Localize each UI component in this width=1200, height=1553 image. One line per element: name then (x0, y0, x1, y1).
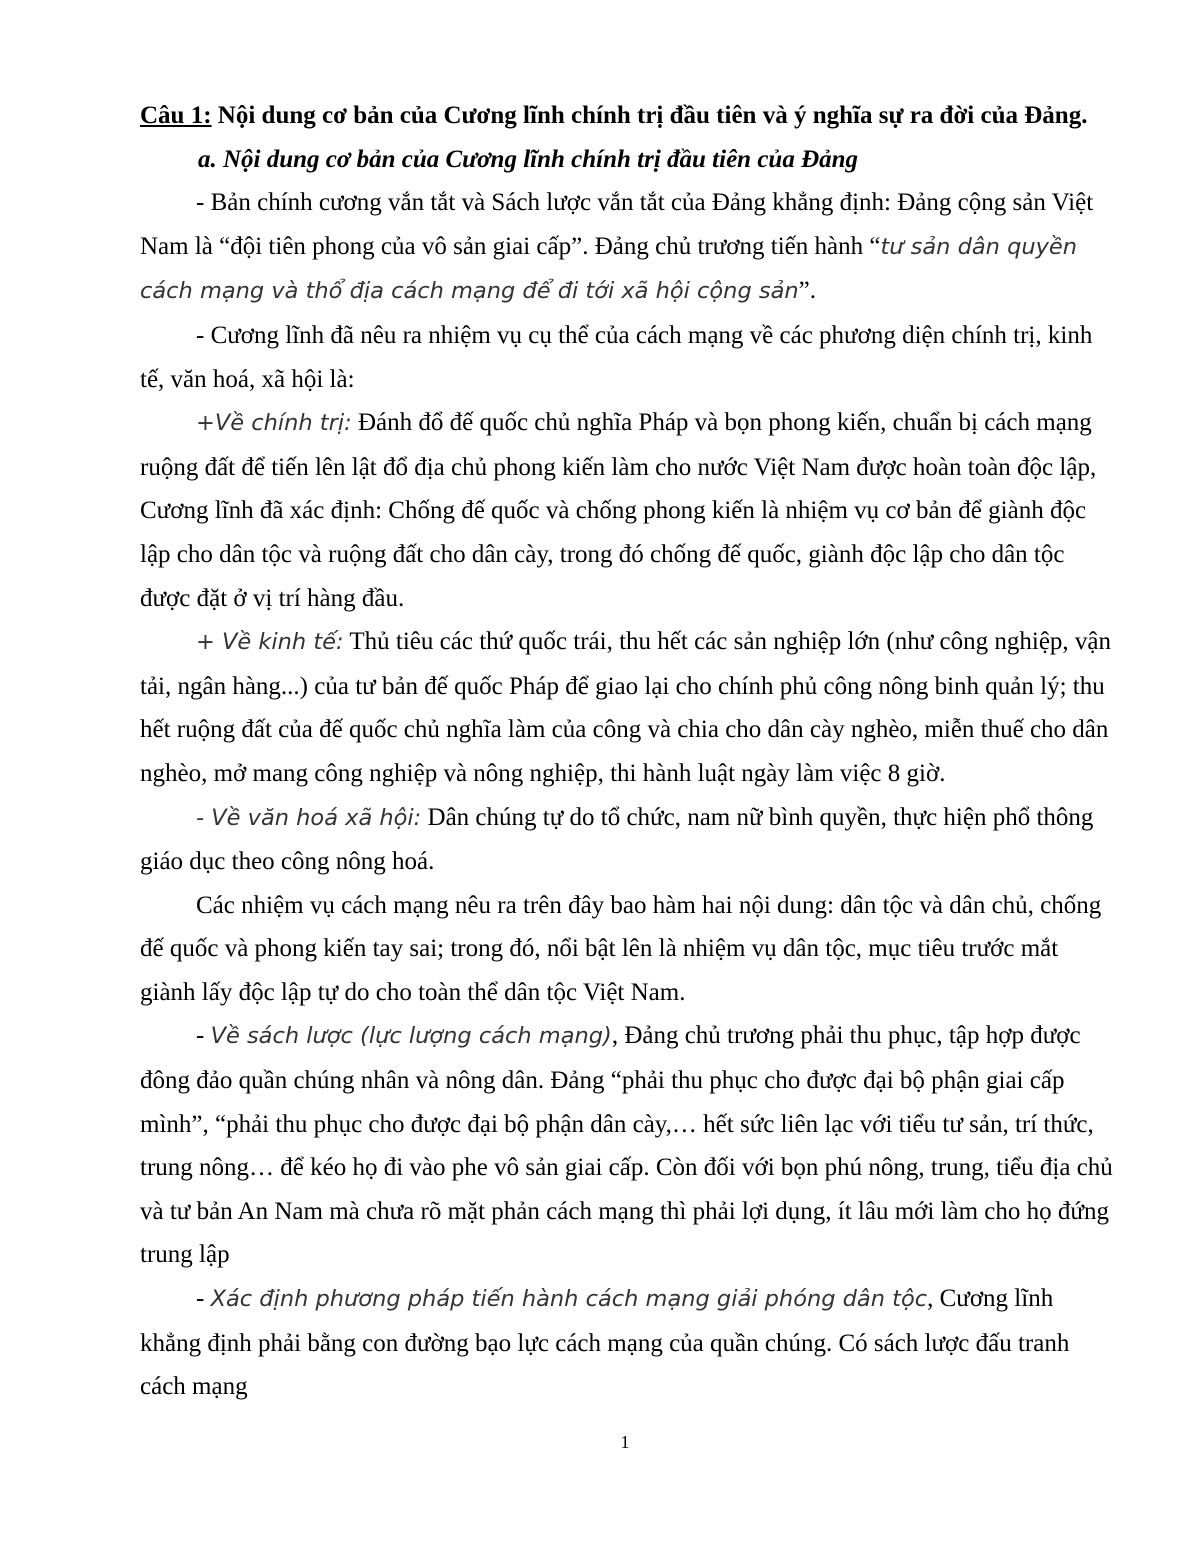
paragraph-party-definition (140, 181, 1115, 314)
paragraph-strategy (140, 1014, 1115, 1277)
paragraph-text: Đánh đổ đế quốc chủ nghĩa Pháp và bọn phong kiến, chuẩn bị cách mạng ruộng đất để tiến lên lật đổ địa chủ phong kiến làm cho nước Việt Nam được hoàn toàn độc lập, Cương lĩnh đã xác định: Chống đế quốc và chống phong kiến là nhiệm vụ cơ bản để giành độc lập cho dân tộc và ruộng đất cho dân cày, trong đó chống đế quốc, giành độc lập cho dân tộc được đặt ở vị trí hàng đầu. (140, 409, 1097, 612)
paragraph-text-end: ”. (798, 277, 817, 305)
dash: - (196, 1022, 211, 1050)
method-label: Xác định phương pháp tiến hành cách mạng giải phóng dân tộc (210, 1286, 928, 1313)
paragraph-revolutionary-tasks: Các nhiệm vụ cách mạng nêu ra trên đây bao hàm hai nội dung: dân tộc và dân chủ, chống đế quốc và phong kiến tay sai; trong đó, nổi bật lên là nhiệm vụ dân tộc, mục tiêu trước mắt giành lấy độc lập tự do cho toàn thể dân tộc Việt Nam. (140, 891, 1102, 1006)
paragraph-text: Thủ tiêu các thứ quốc trái, thu hết các sản nghiệp lớn (như công nghiệp, vận tải, ngân hàng...) của tư bản đế quốc Pháp để giao lại cho chính phủ công nông binh quản lý; thu hết ruộng đất của đế quốc chủ nghĩa làm của công và chia cho dân cày nghèo, miễn thuế cho dân nghèo, mở mang công nghiệp và nông nghiệp, thi hành luật ngày làm việc 8 giờ. (140, 628, 1112, 787)
economy-label: + Về kinh tế: (196, 629, 344, 656)
paragraph-politics (140, 401, 1115, 620)
question-title-text: Nội dung cơ bản của Cương lĩnh chính trị đầu tiên và ý nghĩa sự ra đời của Đảng. (211, 102, 1088, 129)
paragraph-text: Dân chúng tự do tổ chức, nam nữ bình quyền, thực hiện phổ thông giáo dục theo công nông hoá. (140, 803, 1094, 876)
paragraph-text: , Đảng chủ trương phải thu phục, tập hợp được đông đảo quần chúng nhân và nông dân. Đảng “phải thu phục cho được đại bộ phận giai cấp mình”, “phải thu phục cho được đại bộ phận dân cày,… hết sức liên lạc với tiểu tư sản, trí thức, trung nông… để kéo họ đi vào phe vô sản giai cấp. Còn đối với bọn phú nông, trung, tiểu địa chủ và tư bản An Nam mà chưa rõ mặt phản cách mạng thì phải lợi dụng, ít lâu mới làm cho họ đứng trung lập (140, 1022, 1113, 1269)
politics-label: +Về chính trị: (196, 410, 352, 437)
question-label: Câu 1: (140, 102, 212, 129)
strategy-label: Về sách lược (lực lượng cách mạng) (210, 1023, 612, 1050)
paragraph-tasks-intro: - Cương lĩnh đã nêu ra nhiệm vụ cụ thể của cách mạng về các phương diện chính trị, kinh tế, văn hoá, xã hội là: (140, 321, 1093, 393)
paragraph-text: - Bản chính cương vắn tắt và Sách lược vắn tắt của Đảng khẳng định: Đảng cộng sản Việt Nam là “đội tiên phong của vô sản giai cấp”. Đảng chủ trương tiến hành “ (140, 189, 1094, 260)
paragraph-method (140, 1277, 1115, 1409)
culture-society-label: - Về văn hoá xã hội: (196, 804, 422, 831)
question-title (140, 94, 1115, 138)
section-a-heading: a. Nội dung cơ bản của Cương lĩnh chính trị đầu tiên của Đảng (198, 145, 859, 173)
paragraph-economy (140, 620, 1115, 795)
page-number: 1 (620, 1432, 630, 1452)
paragraph-culture-society (140, 796, 1115, 884)
dash: - (196, 1285, 211, 1313)
paragraph-text: , Cương lĩnh khẳng định phải bằng con đường bạo lực cách mạng của quần chúng. Có sách lược đấu tranh cách mạng (140, 1285, 1070, 1401)
document-body (140, 94, 1115, 1409)
quoted-italic-text: tư sản dân quyền cách mạng và thổ địa cách mạng để đi tới xã hội cộng sản (140, 233, 1078, 305)
